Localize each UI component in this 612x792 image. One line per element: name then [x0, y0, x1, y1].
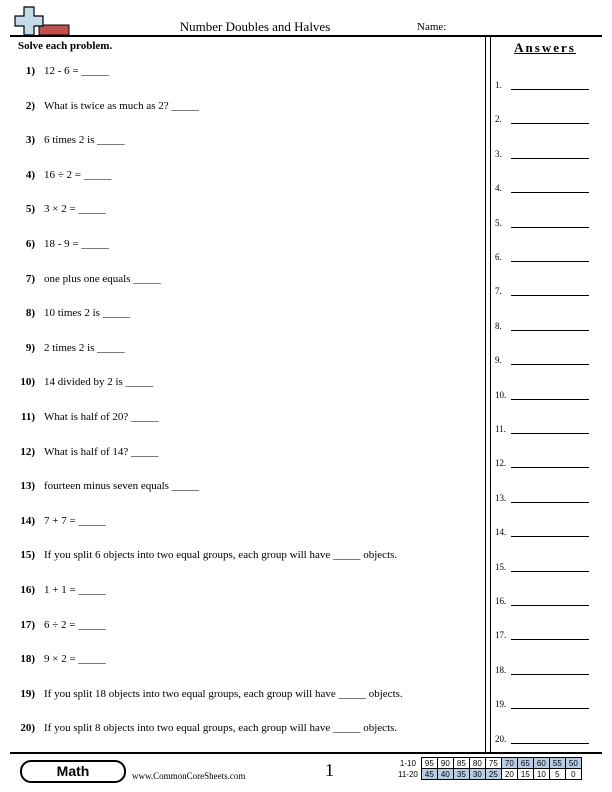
- answer-line[interactable]: [511, 743, 589, 744]
- answer-item: [495, 80, 502, 90]
- name-label: Name:: [417, 21, 447, 33]
- score-cell: 65: [517, 758, 533, 769]
- problem-text: If you split 6 objects into two equal groups, each group will have _____ objects.: [44, 549, 398, 562]
- problem-number: 19): [20, 687, 35, 700]
- answer-item: [495, 493, 506, 503]
- answer-line[interactable]: [511, 295, 589, 296]
- answer-item: [495, 252, 502, 262]
- answer-number: 9.: [495, 355, 502, 366]
- score-cell: 5: [549, 769, 565, 780]
- answer-line[interactable]: [511, 467, 589, 468]
- answer-number: 12.: [495, 458, 507, 469]
- answer-item: [495, 596, 506, 606]
- answer-item: [495, 665, 506, 675]
- answer-item: [495, 390, 506, 400]
- answer-line[interactable]: [511, 674, 589, 675]
- page-title: Number Doubles and Halves: [179, 19, 331, 34]
- answer-number: 20.: [495, 733, 507, 744]
- answer-line[interactable]: [511, 536, 589, 537]
- site-url: www.CommonCoreSheets.com: [132, 771, 246, 781]
- answer-line[interactable]: [511, 89, 589, 90]
- problem-number: 9): [25, 341, 35, 354]
- score-row: [396, 758, 581, 769]
- problem-number: 11): [20, 411, 35, 423]
- problem-text: fourteen minus seven equals _____: [44, 480, 200, 493]
- answer-line[interactable]: [511, 571, 589, 572]
- score-cell: 90: [437, 758, 453, 769]
- answer-line[interactable]: [511, 399, 589, 400]
- answer-item: [495, 424, 506, 434]
- answer-number: 15.: [495, 561, 507, 572]
- answer-item: [495, 699, 506, 709]
- problem-text: 6 times 2 is _____: [44, 134, 125, 147]
- problem-text: 3 × 2 = _____: [44, 203, 106, 216]
- problem-number: 1): [25, 65, 35, 77]
- problem-text: What is half of 14? _____: [44, 445, 159, 458]
- score-cell: 0: [565, 769, 581, 780]
- answer-item: [495, 630, 506, 640]
- score-cell: 10: [533, 769, 549, 780]
- score-cell: 20: [501, 769, 517, 780]
- problem-number: 20): [20, 722, 35, 735]
- answer-item: [495, 355, 502, 365]
- answer-item: [495, 286, 502, 296]
- score-cell: 30: [469, 769, 485, 780]
- problem-number: 18): [20, 653, 35, 666]
- answer-item: [495, 527, 506, 537]
- score-cell: 80: [469, 758, 485, 769]
- problem-number: 13): [20, 480, 35, 493]
- problem-number: 16): [20, 584, 35, 596]
- problem-number: 10): [20, 376, 35, 389]
- score-cell: 55: [549, 758, 565, 769]
- answer-item: [495, 458, 506, 468]
- problem-text: 1 + 1 = _____: [44, 584, 106, 596]
- answer-number: 10.: [495, 389, 507, 400]
- answer-line[interactable]: [511, 330, 589, 331]
- answer-line[interactable]: [511, 605, 589, 606]
- score-cell: 85: [453, 758, 469, 769]
- answer-number: 3.: [495, 148, 502, 159]
- score-cell: 40: [437, 769, 453, 780]
- score-cell: 45: [421, 769, 437, 780]
- score-cell: 25: [485, 769, 501, 780]
- math-badge: Math: [20, 760, 126, 783]
- answer-number: 11.: [495, 424, 506, 434]
- problem-text: If you split 18 objects into two equal groups, each group will have _____ objects.: [44, 687, 403, 700]
- answers-title: Answers: [514, 40, 576, 55]
- problem-text: 18 - 9 = _____: [44, 238, 109, 250]
- answer-line[interactable]: [511, 502, 589, 503]
- answer-number: 4.: [495, 183, 502, 194]
- problem-number: 8): [25, 307, 35, 320]
- answer-line[interactable]: [511, 261, 589, 262]
- problem-text: If you split 8 objects into two equal groups, each group will have _____ objects.: [44, 722, 398, 735]
- answer-number: 8.: [495, 320, 502, 331]
- problem-number: 12): [20, 445, 35, 458]
- answer-line[interactable]: [511, 433, 589, 434]
- answer-item: [495, 149, 502, 159]
- score-cell: 35: [453, 769, 469, 780]
- problem-text: 14 divided by 2 is _____: [44, 376, 154, 389]
- problem-text: one plus one equals _____: [44, 272, 161, 285]
- answer-number: 7.: [495, 286, 502, 297]
- answer-item: [495, 321, 502, 331]
- problem-number: 3): [25, 134, 35, 147]
- score-row-label: 11-20: [398, 769, 418, 779]
- answer-line[interactable]: [511, 123, 589, 124]
- problem-number: 15): [20, 549, 35, 562]
- answer-number: 19.: [495, 699, 507, 710]
- answer-number: 16.: [495, 596, 507, 606]
- score-row: [396, 769, 581, 780]
- answer-number: 18.: [495, 664, 507, 675]
- answer-item: [495, 183, 502, 193]
- problem-number: 7): [25, 272, 35, 285]
- page-number: 1: [325, 760, 334, 780]
- answer-number: 1.: [495, 80, 502, 90]
- problem-text: 9 × 2 = _____: [44, 653, 106, 666]
- score-cell: 50: [565, 758, 581, 769]
- answer-line[interactable]: [511, 158, 589, 159]
- answer-number: 6.: [495, 252, 502, 262]
- answer-line[interactable]: [511, 227, 589, 228]
- footer-divider: [10, 752, 602, 754]
- problem-number: 2): [25, 99, 35, 112]
- answer-item: [495, 562, 506, 572]
- answer-line[interactable]: [511, 192, 589, 193]
- score-row-label: 1-10: [399, 758, 416, 768]
- answer-item: [495, 218, 502, 228]
- answer-number: 17.: [495, 630, 507, 641]
- score-cell: 15: [517, 769, 533, 780]
- instructions: Solve each problem.: [18, 40, 113, 52]
- answer-number: 13.: [495, 492, 507, 503]
- score-cell: 60: [533, 758, 549, 769]
- problem-text: 2 times 2 is _____: [44, 341, 125, 354]
- score-cell: 95: [421, 758, 437, 769]
- problem-text: 16 ÷ 2 = _____: [44, 168, 112, 181]
- answer-item: [495, 734, 506, 744]
- problem-number: 6): [25, 238, 35, 250]
- answer-number: 2.: [495, 114, 502, 125]
- answer-number: 14.: [495, 527, 507, 538]
- answer-line[interactable]: [511, 708, 589, 709]
- answer-key-column: [489, 36, 601, 752]
- score-cell: 70: [501, 758, 517, 769]
- problem-text: 12 - 6 = _____: [44, 65, 109, 77]
- problems-section: [10, 36, 486, 752]
- answer-item: [495, 114, 502, 124]
- problem-text: 10 times 2 is _____: [44, 307, 131, 320]
- problem-text: 6 ÷ 2 = _____: [44, 618, 106, 631]
- score-table: [396, 757, 582, 780]
- problem-text: 7 + 7 = _____: [44, 514, 106, 527]
- problem-number: 5): [25, 203, 35, 216]
- answer-line[interactable]: [511, 364, 589, 365]
- problem-text: What is half of 20? _____: [44, 411, 159, 423]
- problem-number: 14): [20, 514, 35, 527]
- problem-text: What is twice as much as 2? _____: [44, 99, 199, 112]
- answer-line[interactable]: [511, 639, 589, 640]
- problem-number: 17): [20, 618, 35, 631]
- answer-number: 5.: [495, 217, 502, 228]
- score-cell: 75: [485, 758, 501, 769]
- problem-number: 4): [25, 168, 35, 181]
